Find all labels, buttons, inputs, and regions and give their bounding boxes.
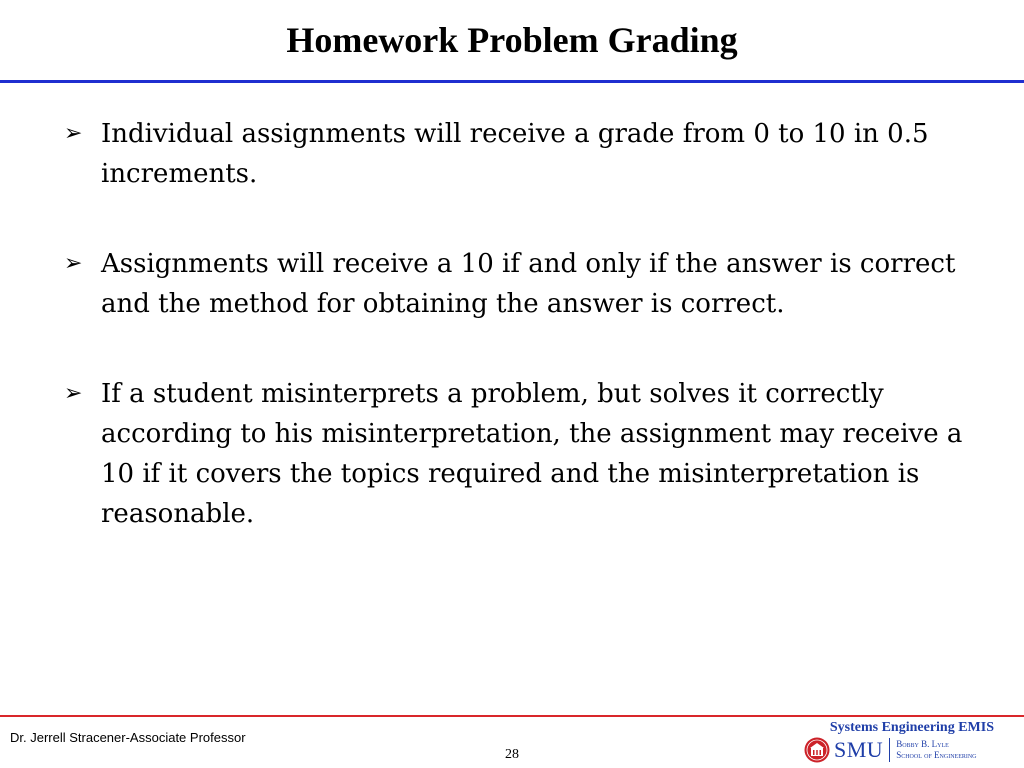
school-name: [896, 739, 976, 761]
smu-seal-icon: [804, 737, 830, 763]
logo-divider: [889, 738, 890, 762]
org-name: Systems Engineering EMIS: [829, 720, 994, 735]
slide-title: Homework Problem Grading: [286, 20, 738, 60]
footer-author: Dr. Jerrell Stracener-Associate Professor: [10, 730, 246, 745]
bullet-list: [64, 114, 974, 584]
arrow-bullet-icon: ➢: [64, 381, 83, 406]
bullet-item: [64, 244, 974, 324]
page-number: 28: [505, 747, 519, 762]
bullet-item: [64, 374, 974, 534]
smu-wordmark: SMU: [834, 737, 884, 762]
school-name-line2: School of Engineering: [896, 750, 977, 760]
title-divider: [0, 80, 1024, 83]
bullet-text: Assignments will receive a 10 if and only if the answer is correct and the method for obtaining the answer is correct.: [101, 249, 956, 319]
arrow-bullet-icon: ➢: [64, 121, 83, 146]
bullet-item: [64, 114, 974, 194]
bullet-text: Individual assignments will receive a grade from 0 to 10 in 0.5 increments.: [101, 119, 929, 189]
school-name-line1: Bobby B. Lyle: [896, 739, 949, 749]
bullet-text: If a student misinterprets a problem, but solves it correctly according to his misinterpretation, the assignment may receive a 10 if it covers the topics required and the misinterpretation is reasonable.: [101, 379, 963, 529]
smu-logo: [804, 735, 994, 765]
arrow-bullet-icon: ➢: [64, 251, 83, 276]
footer-divider: [0, 715, 1024, 717]
